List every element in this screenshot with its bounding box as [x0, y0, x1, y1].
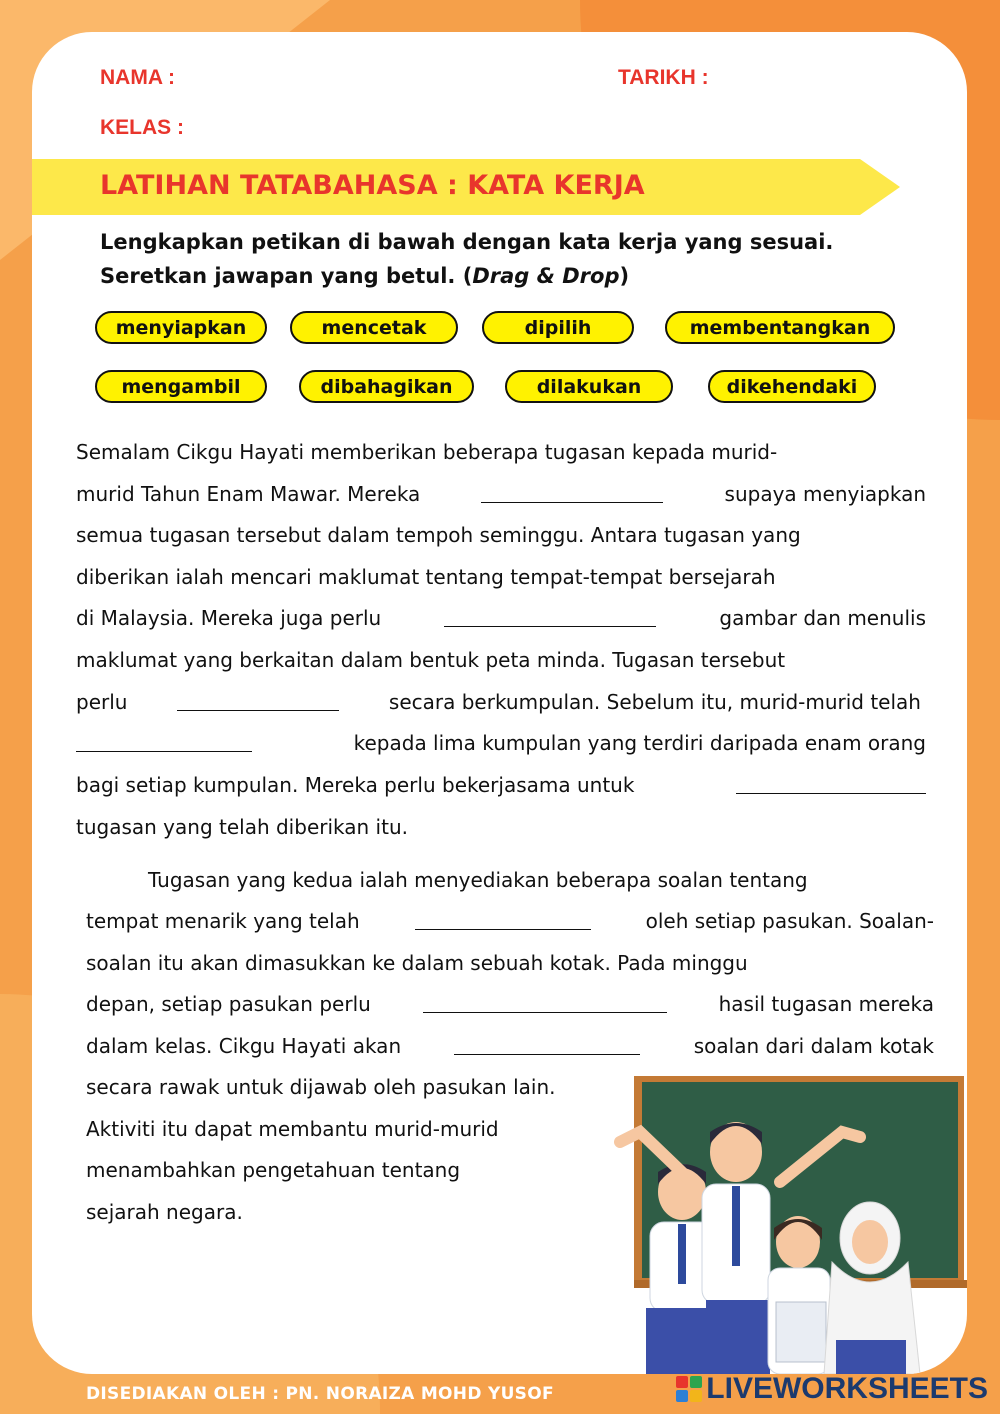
- worksheet-page: [32, 32, 967, 1374]
- instructions: [100, 225, 940, 293]
- text-line: dalam kelas. Cikgu Hayati akan soalan dari dalam kotak: [86, 1034, 934, 1058]
- text-line: kepada lima kumpulan yang terdiri daripada enam orang: [76, 731, 926, 755]
- answer-blank-2[interactable]: [444, 606, 656, 627]
- liveworksheets-brand: [676, 1372, 988, 1406]
- text-line: Semalam Cikgu Hayati memberikan beberapa tugasan kepada murid-: [76, 440, 778, 464]
- word-chip-membentangkan[interactable]: membentangkan: [665, 311, 895, 344]
- instruction-line-1: Lengkapkan petikan di bawah dengan kata kerja yang sesuai.: [100, 230, 834, 254]
- liveworksheets-logo-icon: [676, 1376, 702, 1402]
- text-line: bagi setiap kumpulan. Mereka perlu bekerjasama untuk: [76, 773, 926, 797]
- text-line: secara rawak untuk dijawab oleh pasukan lain.: [86, 1075, 556, 1099]
- credit-footer: DISEDIAKAN OLEH : PN. NORAIZA MOHD YUSOF: [86, 1384, 554, 1404]
- word-chip-dikehendaki[interactable]: dikehendaki: [708, 370, 876, 403]
- students-chalkboard-illustration: [580, 1072, 967, 1374]
- text-line: di Malaysia. Mereka juga perlu gambar dan menulis: [76, 606, 926, 630]
- text-line: perlu secara berkumpulan. Sebelum itu, murid-murid telah: [76, 690, 921, 714]
- answer-blank-4[interactable]: [76, 731, 252, 752]
- text-line: Aktiviti itu dapat membantu murid-murid: [86, 1117, 499, 1141]
- date-label: TARIKH :: [618, 66, 709, 89]
- answer-blank-6[interactable]: [415, 909, 591, 930]
- text-line: maklumat yang berkaitan dalam bentuk peta minda. Tugasan tersebut: [76, 648, 786, 672]
- text-line: sejarah negara.: [86, 1200, 243, 1224]
- text-line: murid Tahun Enam Mawar. Mereka supaya menyiapkan: [76, 482, 926, 506]
- answer-blank-5[interactable]: [736, 773, 926, 794]
- instruction-line-2: Seretkan jawapan yang betul. (Drag & Drop): [100, 264, 630, 288]
- name-label: NAMA :: [100, 66, 176, 89]
- answer-blank-8[interactable]: [454, 1034, 640, 1055]
- word-chip-mengambil[interactable]: mengambil: [95, 370, 267, 403]
- text-line: depan, setiap pasukan perlu hasil tugasan mereka: [86, 992, 934, 1016]
- page-title: LATIHAN TATABAHASA : KATA KERJA: [100, 170, 645, 201]
- text-line: semua tugasan tersebut dalam tempoh seminggu. Antara tugasan yang: [76, 523, 801, 547]
- answer-blank-3[interactable]: [177, 690, 339, 711]
- class-label: KELAS :: [100, 116, 184, 139]
- word-chip-dipilih[interactable]: dipilih: [482, 311, 634, 344]
- word-chip-dibahagikan[interactable]: dibahagikan: [299, 370, 474, 403]
- answer-blank-1[interactable]: [481, 482, 663, 503]
- text-line: diberikan ialah mencari maklumat tentang tempat-tempat bersejarah: [76, 565, 776, 589]
- text-line: tugasan yang telah diberikan itu.: [76, 815, 408, 839]
- answer-blank-7[interactable]: [423, 992, 667, 1013]
- word-chip-mencetak[interactable]: mencetak: [290, 311, 458, 344]
- text-line: tempat menarik yang telah oleh setiap pasukan. Soalan-: [86, 909, 934, 933]
- text-line: menambahkan pengetahuan tentang: [86, 1158, 461, 1182]
- word-chip-menyiapkan[interactable]: menyiapkan: [95, 311, 267, 344]
- text-line: soalan itu akan dimasukkan ke dalam sebuah kotak. Pada minggu: [86, 951, 748, 975]
- text-line: Tugasan yang kedua ialah menyediakan beberapa soalan tentang: [148, 868, 808, 892]
- word-chip-dilakukan[interactable]: dilakukan: [505, 370, 673, 403]
- brand-name: LIVEWORKSHEETS: [706, 1372, 988, 1405]
